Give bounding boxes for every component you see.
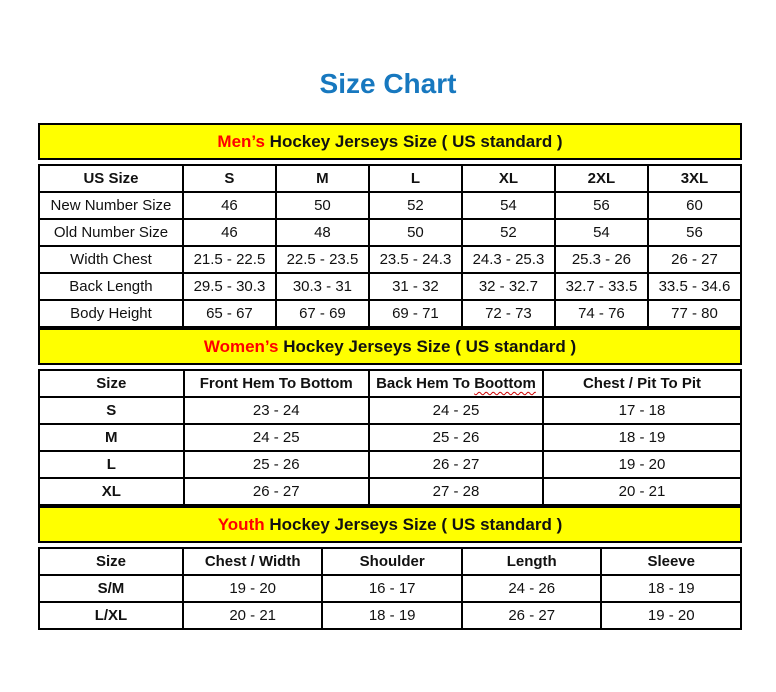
youth-size-table [38, 547, 742, 630]
table-cell: 25.3 - 26 [555, 246, 648, 273]
table-cell: 52 [462, 219, 555, 246]
table-row [39, 192, 741, 219]
table-cell: 56 [555, 192, 648, 219]
row-label: M [39, 424, 184, 451]
table-row [39, 424, 741, 451]
youth-section-banner [38, 506, 742, 543]
table-row [39, 451, 741, 478]
table-cell: 52 [369, 192, 462, 219]
column-header: Sleeve [601, 548, 741, 575]
row-label: S/M [39, 575, 183, 602]
column-header: 3XL [648, 165, 741, 192]
page-title: Size Chart [319, 68, 457, 99]
table-cell: 19 - 20 [601, 602, 741, 629]
table-cell: 17 - 18 [543, 397, 741, 424]
table-cell: 24 - 25 [184, 424, 369, 451]
table-cell: 18 - 19 [543, 424, 741, 451]
size-chart-tables [38, 123, 742, 630]
table-row [39, 300, 741, 327]
table-row [39, 246, 741, 273]
table-cell: 24.3 - 25.3 [462, 246, 555, 273]
table-cell: 20 - 21 [183, 602, 323, 629]
mens-section-banner [38, 123, 742, 160]
table-cell: 20 - 21 [543, 478, 741, 505]
table-cell: 50 [369, 219, 462, 246]
table-cell: 54 [462, 192, 555, 219]
column-header: 2XL [555, 165, 648, 192]
womens-banner-highlight: Women’s [203, 337, 279, 356]
table-cell: 26 - 27 [648, 246, 741, 273]
youth-banner-highlight: Youth [217, 515, 265, 534]
table-cell: 65 - 67 [183, 300, 276, 327]
column-header: M [276, 165, 369, 192]
table-row [39, 602, 741, 629]
mens-size-table [38, 164, 742, 328]
table-row [39, 575, 741, 602]
row-label: Back Length [39, 273, 183, 300]
table-cell: 29.5 - 30.3 [183, 273, 276, 300]
table-cell: 56 [648, 219, 741, 246]
table-cell: 74 - 76 [555, 300, 648, 327]
table-cell: 46 [183, 192, 276, 219]
misspelled-word: Boottom [474, 375, 536, 392]
table-row [39, 397, 741, 424]
row-label: Old Number Size [39, 219, 183, 246]
womens-size-table [38, 369, 742, 506]
column-header: L [369, 165, 462, 192]
column-header: Length [462, 548, 602, 575]
column-header: Size [39, 548, 183, 575]
column-header: S [183, 165, 276, 192]
table-cell: 25 - 26 [184, 451, 369, 478]
table-cell: 19 - 20 [543, 451, 741, 478]
table-cell: 26 - 27 [462, 602, 602, 629]
row-label: Width Chest [39, 246, 183, 273]
column-header: Size [39, 370, 184, 397]
table-cell: 26 - 27 [184, 478, 369, 505]
table-cell: 30.3 - 31 [276, 273, 369, 300]
table-row [39, 478, 741, 505]
column-header [369, 370, 543, 397]
youth-banner-text: Hockey Jerseys Size ( US standard ) [264, 515, 563, 534]
table-row [39, 273, 741, 300]
table-cell: 77 - 80 [648, 300, 741, 327]
table-cell: 72 - 73 [462, 300, 555, 327]
column-header: Front Hem To Bottom [184, 370, 369, 397]
table-cell: 26 - 27 [369, 451, 543, 478]
table-cell: 23.5 - 24.3 [369, 246, 462, 273]
column-header: Shoulder [322, 548, 462, 575]
table-cell: 50 [276, 192, 369, 219]
column-header: XL [462, 165, 555, 192]
row-label: XL [39, 478, 184, 505]
womens-banner-text: Hockey Jerseys Size ( US standard ) [278, 337, 577, 356]
mens-banner-text: Hockey Jerseys Size ( US standard ) [264, 132, 563, 151]
row-label: New Number Size [39, 192, 183, 219]
womens-header-row [39, 370, 741, 397]
row-label: L/XL [39, 602, 183, 629]
column-header: US Size [39, 165, 183, 192]
table-cell: 69 - 71 [369, 300, 462, 327]
table-cell: 25 - 26 [369, 424, 543, 451]
table-cell: 22.5 - 23.5 [276, 246, 369, 273]
column-header-text: Back Hem To [376, 375, 475, 392]
table-cell: 48 [276, 219, 369, 246]
youth-header-row [39, 548, 741, 575]
table-cell: 67 - 69 [276, 300, 369, 327]
table-cell: 16 - 17 [322, 575, 462, 602]
table-cell: 60 [648, 192, 741, 219]
table-row [39, 219, 741, 246]
table-cell: 18 - 19 [322, 602, 462, 629]
table-cell: 32 - 32.7 [462, 273, 555, 300]
table-cell: 23 - 24 [184, 397, 369, 424]
column-header: Chest / Pit To Pit [543, 370, 741, 397]
womens-section-banner [38, 328, 742, 365]
table-cell: 46 [183, 219, 276, 246]
table-cell: 32.7 - 33.5 [555, 273, 648, 300]
row-label: Body Height [39, 300, 183, 327]
table-cell: 19 - 20 [183, 575, 323, 602]
table-cell: 24 - 25 [369, 397, 543, 424]
table-cell: 33.5 - 34.6 [648, 273, 741, 300]
table-cell: 31 - 32 [369, 273, 462, 300]
table-cell: 24 - 26 [462, 575, 602, 602]
table-cell: 27 - 28 [369, 478, 543, 505]
table-cell: 54 [555, 219, 648, 246]
row-label: S [39, 397, 184, 424]
table-cell: 21.5 - 22.5 [183, 246, 276, 273]
mens-banner-highlight: Men’s [217, 132, 265, 151]
row-label: L [39, 451, 184, 478]
table-cell: 18 - 19 [601, 575, 741, 602]
mens-header-row [39, 165, 741, 192]
column-header: Chest / Width [183, 548, 323, 575]
